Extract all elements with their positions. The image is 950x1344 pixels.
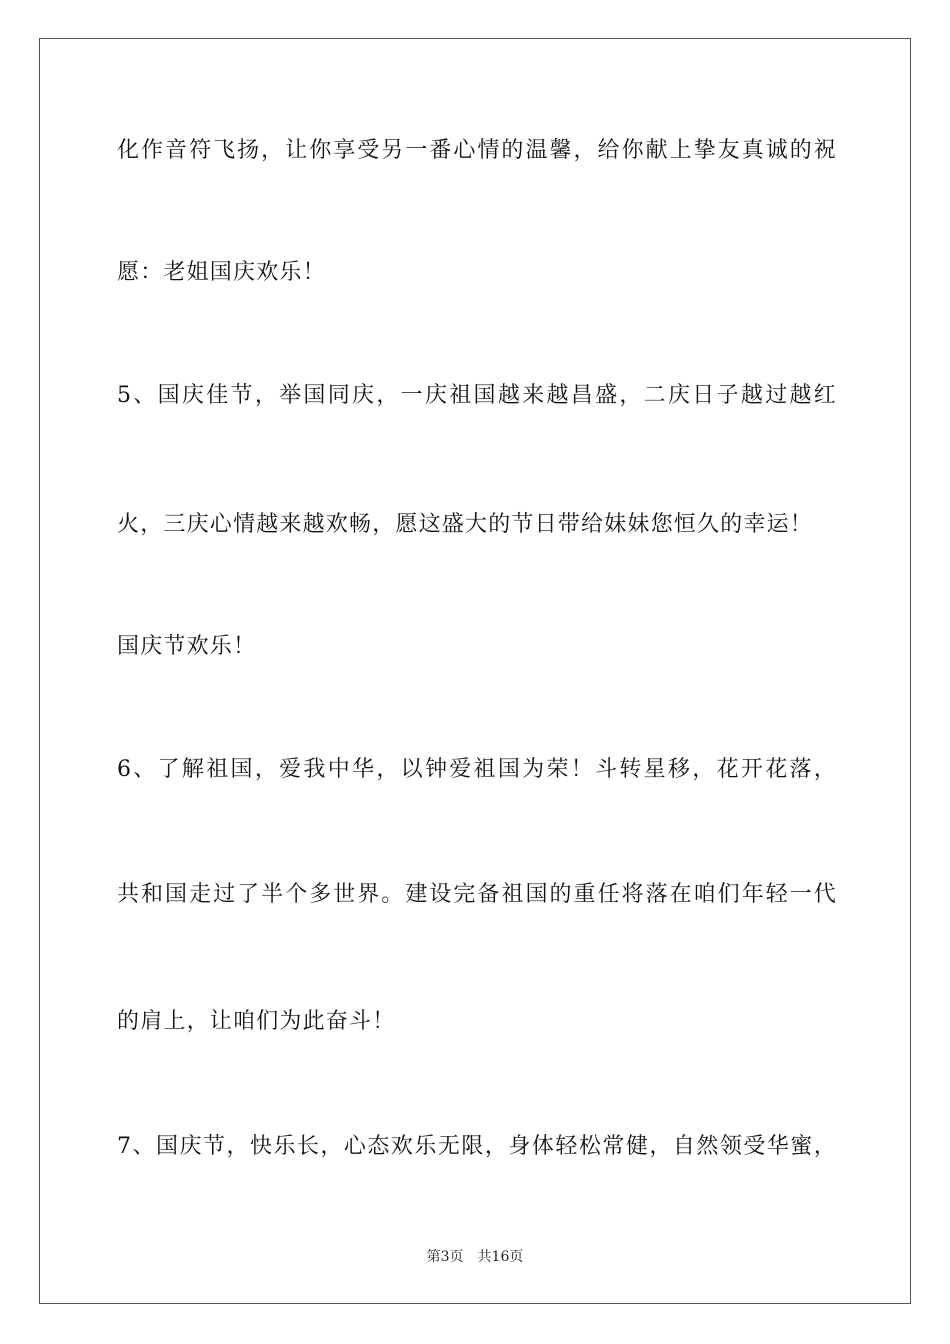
paragraph-line-8: 的肩上，让咱们为此奋斗！	[117, 1009, 396, 1034]
paragraph-line-4: 火，三庆心情越来越欢畅，愿这盛大的节日带给妹妹您恒久的幸运！	[117, 512, 814, 537]
paragraph-line-2: 愿：老姐国庆欢乐！	[117, 260, 326, 285]
page-number: 第3页	[426, 1249, 464, 1265]
paragraph-line-5: 国庆节欢乐！	[117, 634, 257, 659]
paragraph-line-6: 6、了解祖国，爱我中华，以钟爱祖国为荣！斗转星移，花开花落，	[117, 757, 837, 782]
page-border	[39, 38, 911, 1304]
paragraph-line-7: 共和国走过了半个多世界。建设完备祖国的重任将落在咱们年轻一代	[117, 882, 837, 907]
page-footer	[0, 1248, 950, 1266]
paragraph-line-9: 7、国庆节，快乐长，心态欢乐无限，身体轻松常健，自然领受华蜜，	[117, 1134, 837, 1159]
paragraph-line-1: 化作音符飞扬，让你享受另一番心情的温馨，给你献上挚友真诚的祝	[117, 138, 837, 163]
page-total: 共16页	[477, 1249, 524, 1265]
paragraph-line-3: 5、国庆佳节，举国同庆，一庆祖国越来越昌盛，二庆日子越过越红	[117, 383, 837, 408]
